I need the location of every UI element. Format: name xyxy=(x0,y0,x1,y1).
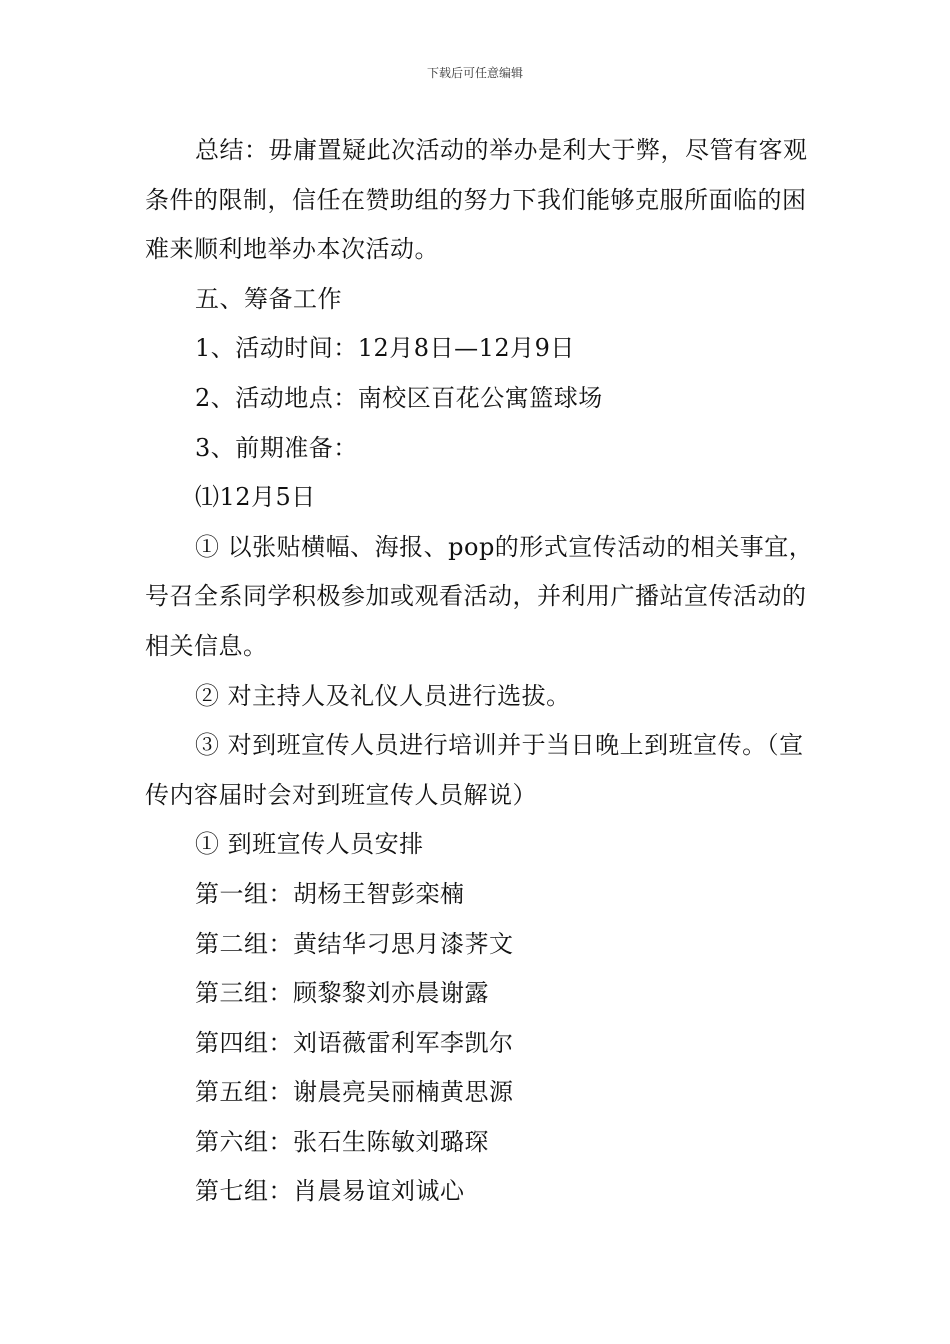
group-list-item: 第二组：黄结华刁思月漆荠文 xyxy=(195,929,514,958)
header-note: 下载后可任意编辑 xyxy=(426,66,523,80)
host-selection-paragraph: ② 对主持人及礼仪人员进行选拔。 xyxy=(195,681,571,710)
group-list-item: 第一组：胡杨王智彭栾楠 xyxy=(195,879,465,908)
group-list-item: 第四组：刘语薇雷利军李凯尔 xyxy=(195,1028,514,1057)
document-body xyxy=(145,126,815,1217)
summary-paragraph: 总结：毋庸置疑此次活动的举办是利大于弊，尽管有客观条件的限制，信任在赞助组的努力下我们能够克服所面临的困难来顺利地举办本次活动。 xyxy=(145,136,808,264)
group-list-item: 第三组：顾黎黎刘亦晨谢露 xyxy=(195,979,489,1008)
activity-time: 1、活动时间：12月8日—12月9日 xyxy=(195,334,575,363)
activity-location: 2、活动地点：南校区百花公寓篮球场 xyxy=(195,383,603,412)
group-list-item: 第七组：肖晨易谊刘诚心 xyxy=(195,1177,465,1206)
group-list-item: 第五组：谢晨亮吴丽楠黄思源 xyxy=(195,1078,514,1107)
date-subheading: ⑴12月5日 xyxy=(195,483,316,512)
preparation-heading: 3、前期准备： xyxy=(195,433,358,462)
publicity-paragraph: ① 以张贴横幅、海报、pop的形式宣传活动的相关事宜，号召全系同学积极参加或观看活动，并利用广播站宣传活动的相关信息。 xyxy=(145,532,814,660)
group-list-item: 第六组：张石生陈敏刘璐琛 xyxy=(195,1127,489,1156)
section-title: 五、筹备工作 xyxy=(195,284,342,313)
training-paragraph: ③ 对到班宣传人员进行培训并于当日晚上到班宣传。（宣传内容届时会对到班宣传人员解说） xyxy=(145,731,804,809)
staff-arrangement-heading: ① 到班宣传人员安排 xyxy=(195,830,424,859)
